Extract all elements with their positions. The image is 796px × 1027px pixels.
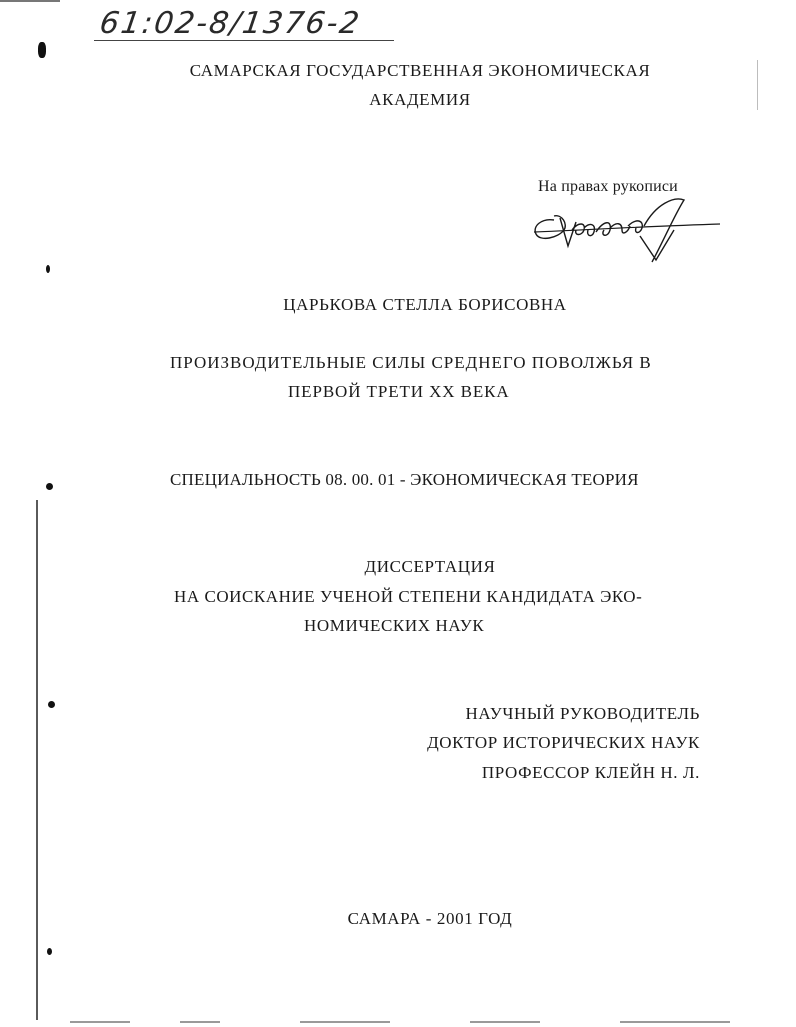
scan-artifact-bottom [620,1021,730,1023]
degree-line-2: НОМИЧЕСКИХ НАУК [304,616,485,635]
degree-line-1: НА СОИСКАНИЕ УЧЕНОЙ СТЕПЕНИ КАНДИДАТА ЭКО- [174,587,643,606]
punch-hole-mark [48,701,55,708]
dissertation-label: ДИССЕРТАЦИЯ [364,557,496,576]
archive-number-underline [94,40,394,41]
supervisor-label: НАУЧНЫЙ РУКОВОДИТЕЛЬ [465,704,700,723]
author-signature [524,196,724,264]
scan-artifact-bottom [300,1021,390,1023]
institution-line-2: АКАДЕМИЯ [369,90,471,109]
supervisor-degree: ДОКТОР ИСТОРИЧЕСКИХ НАУК [427,733,700,752]
scan-artifact-right-edge [757,60,758,110]
scan-artifact-left-edge [36,500,38,1020]
punch-hole-mark [46,483,53,490]
thesis-title-line-1: ПРОИЗВОДИТЕЛЬНЫЕ СИЛЫ СРЕДНЕГО ПОВОЛЖЬЯ В [170,353,652,372]
scan-artifact-bottom [180,1021,220,1023]
punch-hole-mark [47,948,52,955]
author-name: ЦАРЬКОВА СТЕЛЛА БОРИСОВНА [283,295,567,314]
scan-artifact-bottom [470,1021,540,1023]
thesis-title-line-2: ПЕРВОЙ ТРЕТИ XX ВЕКА [288,382,510,401]
institution-line-1: САМАРСКАЯ ГОСУДАРСТВЕННАЯ ЭКОНОМИЧЕСКАЯ [189,61,651,80]
punch-hole-mark [38,42,46,58]
supervisor-name: ПРОФЕССОР КЛЕЙН Н. Л. [481,763,700,782]
scan-artifact-bottom [70,1021,130,1023]
specialty: СПЕЦИАЛЬНОСТЬ 08. 00. 01 - ЭКОНОМИЧЕСКАЯ ТЕОРИЯ [170,470,639,489]
place-and-year: САМАРА - 2001 ГОД [347,909,513,928]
manuscript-note: На правах рукописи [538,178,678,195]
scan-artifact-top [0,0,60,2]
punch-hole-mark [46,265,50,273]
archive-number: 61:02-8/1376-2 [97,6,364,41]
